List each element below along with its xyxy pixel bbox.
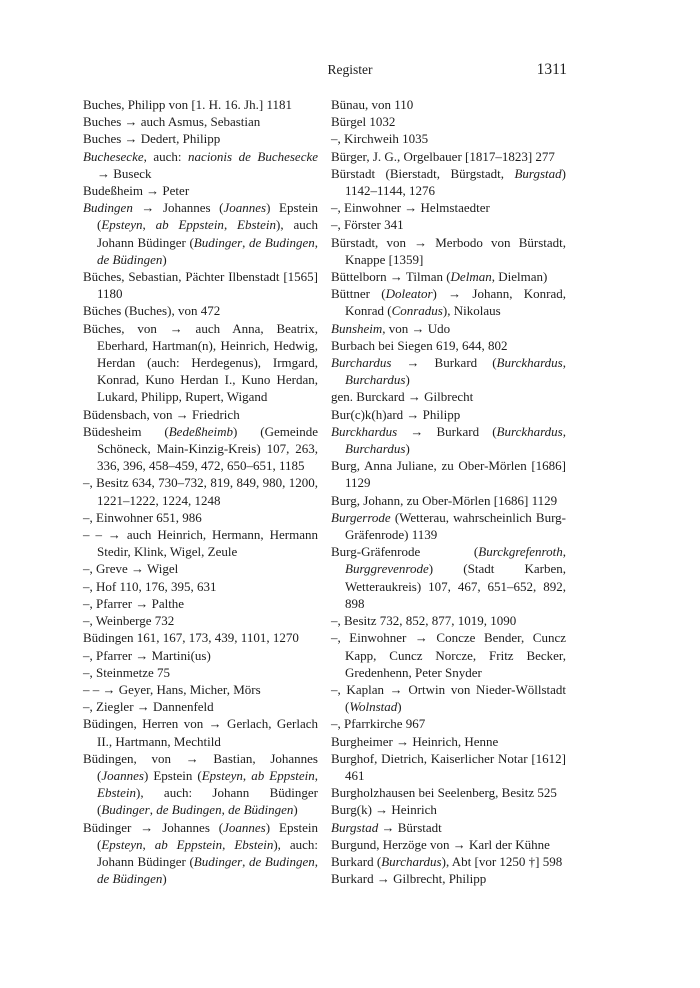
index-entry [331,406,566,423]
index-entry-text: gen. Burckard → Gilbrecht [331,389,474,405]
index-entry-italic-text: Ebstein [237,217,277,233]
index-entry-text: ), Abt [vor 1250 †] 598 [441,853,563,869]
index-entry-italic-text: Doleator [385,286,433,302]
index-entry-text: Büches (Buches), von 472 [83,303,221,319]
index-entry-italic-text: de Budingen [249,234,315,250]
index-entry-text: Burkard ( [331,853,382,869]
index-entry-text: Büttner ( [331,286,386,302]
index-entry-text: ) (Gemeinde Schöneck, Main-Kinzig-Kreis) 107, 263, 336, 396, 458–459, 472, 650–651, 1185 [97,423,318,474]
index-entry-italic-text: Burgerrode [331,509,391,525]
index-entry-text: Büdinger → Johannes ( [83,819,224,835]
index-entry-text: Büches, von → auch Anna, Beatrix, Eberhard, Hartman(n), Heinrich, Hedwig, Herdan (auch: Herdegenus), Irmgard, Konrad, Kuno Herdan I., Kuno Herdan, Lukard, Philipp, Rupert, Wigand [83,320,318,405]
index-entry-italic-text: de Budingen [156,802,222,818]
index-entry-text: , [314,767,319,783]
index-entry-text: ) → Johann, Konrad, Konrad ( [345,286,566,319]
index-entry-text: ) [293,802,298,818]
index-entry-text: ), auch: Johann Büdinger ( [97,836,319,869]
index-entry-text: → Burkard ( [391,355,497,371]
index-entry-text: ) [405,372,410,388]
index-entry-text: Burg(k) → Heinrich [331,802,437,818]
index-entry-italic-text: Ebstein [234,836,274,852]
index-entry-text: –, Einwohner → Helmstaedter [331,200,490,216]
index-entry-text: ), Nikolaus [442,303,501,319]
index-entry-italic-text: Conradus [391,303,443,319]
index-entry [331,148,566,165]
index-column-left [83,96,318,887]
index-entry-italic-text: de Budingen [249,853,315,869]
index-entry-text: –, Steinmetze 75 [83,664,171,680]
index-entry-text: – – → auch Heinrich, Hermann, Hermann Stedir, Klink, Wigel, Zeule [83,527,318,560]
index-entry-text: Burgheimer → Heinrich, Henne [331,733,499,749]
index-entry-text: , [562,355,566,371]
index-entry [83,474,318,508]
index-entry-text: –, Kaplan → Ortwin von Nieder-Wöllstadt ( [331,681,566,715]
index-entry [83,113,318,130]
index-entry-italic-text: Burchardus [345,441,406,457]
index-entry-text: , [562,544,566,560]
index-entry [331,113,566,130]
index-entry-text: Burgund, Herzöge von → Karl der Kühne [331,836,550,852]
index-entry-text: , [242,234,250,250]
index-entry-text: –, Besitz 634, 730–732, 819, 849, 980, 1200, 1221–1222, 1224, 1248 [83,475,318,508]
index-entry-text: ), auch Johann Büdinger ( [97,217,318,250]
index-entry-text: Burkard → Gilbrecht, Philipp [331,871,487,887]
index-entry-text: Büdingen, Herren von → Gerlach, Gerlach II., Hartmann, Mechtild [83,716,318,749]
index-entry-text: Budeßheim → Peter [83,183,190,199]
index-entry-text: –, Pfarrer → Martini(us) [83,647,211,663]
index-entry [83,526,318,560]
index-entry [331,320,566,337]
index-entry-italic-text: Burckhardus [331,423,398,439]
index-entry [331,268,566,285]
index-entry-italic-text: de Büdingen [97,871,163,887]
index-entry-text: –, Besitz 732, 852, 877, 1019, 1090 [331,613,517,629]
index-entry-text: Buches, Philipp von [1. H. 16. Jh.] 1181 [83,97,292,112]
index-entry-text: Büdensbach, von → Friedrich [83,406,240,422]
index-entry-text: –, Einwohner 651, 986 [83,509,202,525]
index-entry-text: Burghof, Dietrich, Kaiserlicher Notar [1612] 461 [331,750,566,783]
index-entry [83,664,318,681]
index-entry-text: ) [397,699,402,715]
index-entry [331,216,566,233]
index-entry [83,560,318,577]
index-entry-text: –, Kirchweih 1035 [331,131,429,147]
index-entry [331,388,566,405]
index-entry [83,182,318,199]
page-number: 1311 [536,61,567,78]
index-entry-text: Büdingen, von → Bastian, Johannes ( [83,750,318,783]
index-entry-italic-text: Joannes [223,819,266,835]
index-entry-text: Bünau, von 110 [331,97,414,112]
index-entry-italic-text: Burggrevenrode [345,561,429,577]
running-title: Register [327,62,373,77]
index-entry [331,733,566,750]
index-entry [331,492,566,509]
index-entry-text: Burg, Anna Juliane, zu Ober-Mörlen [1686] 1129 [331,458,566,491]
index-entry-italic-text: de Büdingen [97,251,163,267]
index-entry-text: , auch: [143,148,189,164]
index-entry-text: , [149,802,157,818]
index-entry [331,870,566,887]
index-entry [331,457,566,491]
index-entry-text: ) [162,871,167,887]
index-entry-text: → Bürstadt [378,819,442,835]
index-entry [83,320,318,406]
index-entry-text: Büdingen 161, 167, 173, 439, 1101, 1270 [83,630,299,646]
index-entry-italic-text: Ebstein [97,785,136,801]
index-entry [331,199,566,216]
index-entry-text: Bürstadt, von → Merbodo von Bürstadt, Knappe [1359] [331,234,566,267]
index-entry-text: –, Pfarrer → Palthe [83,595,185,611]
index-entry [331,509,566,543]
index-entry [83,715,318,749]
index-entry [331,130,566,147]
index-entry [331,801,566,818]
index-entry-text: , [314,853,319,869]
index-entry-italic-text: ab Eppstein [251,767,315,783]
index-entry [83,647,318,664]
index-entry-text: ) Epstein ( [97,819,318,852]
index-entry [331,165,566,199]
index-entry-text: Büches, Sebastian, Pächter Ilbenstadt [1565] 1180 [83,269,318,302]
index-entry-italic-text: Epsteyn [101,836,143,852]
index-entry-text: (Wetterau, wahrscheinlich Burg-Gräfenrode) 1139 [345,509,566,543]
index-entry [83,612,318,629]
index-entry [83,629,318,646]
index-entry-text: ) [162,251,167,267]
index-entry-text: Burgholzhausen bei Seelenberg, Besitz 525 [331,785,557,801]
index-entry-text: Burg-Gräfenrode ( [331,544,479,560]
index-entry-italic-text: ab Eppstein [155,217,224,233]
index-entry [83,406,318,423]
index-entry-italic-text: de Büdingen [228,802,294,818]
index-entry [83,578,318,595]
index-entry [331,612,566,629]
index-entry [83,423,318,475]
index-entry-italic-text: Joannes [101,767,144,783]
index-entry-text: , [562,423,566,439]
index-entry-text: , [221,802,229,818]
index-entry-text: –, Förster 341 [331,217,404,233]
index-entry-italic-text: Burchardus [381,853,442,869]
index-entry-text: –, Greve → Wigel [83,561,179,577]
index-entry [83,130,318,147]
index-entry-text: –, Weinberge 732 [83,613,175,629]
index-entry-text: Burg, Johann, zu Ober-Mörlen [1686] 1129 [331,492,558,508]
index-entry-text: –, Pfarrkirche 967 [331,716,426,732]
index-entry-text: , von → Udo [382,320,451,336]
index-entry-italic-text: Buchesecke [83,148,144,164]
index-entry-text: – – → Geyer, Hans, Micher, Mörs [83,681,261,697]
index-entry-text: , [142,217,156,233]
index-entry-text: , Dielman) [491,269,548,285]
index-entry [331,836,566,853]
index-entry [331,96,566,113]
index-entry-text: , [223,217,238,233]
index-entry [83,148,318,182]
index-entry-text: ), auch: Johann Büdinger ( [97,785,318,818]
index-entry-text: Büttelborn → Tilman ( [331,269,451,285]
index-entry [331,784,566,801]
index-entry [83,302,318,319]
index-entry-italic-text: Bunsheim [331,320,383,336]
index-entry [331,681,566,715]
index-entry-text: → Buseck [97,165,152,181]
index-entry [83,819,318,888]
index-entry-text: Burbach bei Siegen 619, 644, 802 [331,337,508,353]
index-entry [331,423,566,457]
index-entry-text: ) (Stadt Karben, Wetteraukreis) 107, 467, 651–652, 892, 898 [345,561,566,611]
index-entry-text: ) Epstein ( [143,767,202,783]
index-entry [331,337,566,354]
index-entry [331,354,566,388]
index-entry-text: –, Hof 110, 176, 395, 631 [83,578,217,594]
index-entry-italic-text: Epsteyn [101,217,143,233]
index-entry-text: ) 1142–1144, 1276 [345,165,566,199]
index-entry-italic-text: Burckhardus [496,423,563,439]
index-entry-text: , [242,767,252,783]
index-entry [83,595,318,612]
index-entry [83,681,318,698]
index-entry-text: , [242,853,250,869]
index-entry [83,96,318,113]
index-entry-italic-text: Burgstad [331,819,379,835]
index-entry-text: Buches → auch Asmus, Sebastian [83,114,261,130]
index-entry-italic-text: Budinger [193,234,243,250]
index-entry [83,199,318,268]
index-entry-italic-text: Burgstad [514,165,562,181]
index-entry [331,715,566,732]
index-entry-italic-text: Budinger [101,802,150,818]
index-entry-italic-text: Burckgrefenroth [478,544,563,560]
index-column-right [331,96,566,887]
index-entry-text: –, Ziegler → Dannenfeld [83,699,214,715]
index-entry-italic-text: Burchardus [345,372,406,388]
index-entry [331,853,566,870]
index-entry-italic-text: Delman [450,269,492,285]
index-entry [83,750,318,819]
index-entry [331,543,566,612]
index-entry [83,509,318,526]
index-entry [331,819,566,836]
index-entry-text: → Burkard ( [397,423,497,439]
index-entry [83,698,318,715]
index-entry-italic-text: Epsteyn [201,767,243,783]
index-entry-italic-text: Bedeßheimb [168,423,233,439]
index-entry-italic-text: Burckhardus [496,355,563,371]
index-entry [83,268,318,302]
index-entry-text: → Johannes ( [132,200,224,216]
index-entry-text: Büdesheim ( [83,423,169,439]
index-entry-italic-text: Budingen [83,200,133,216]
index-entry-italic-text: Joannes [223,200,267,216]
index-entry [331,629,566,681]
index-entry-text: Bur(c)k(h)ard → Philipp [331,406,461,422]
index-entry [331,234,566,268]
index-entry-italic-text: ab Eppstein [154,836,223,852]
index-entry-text: Bürger, J. G., Orgelbauer [1817–1823] 277 [331,148,555,164]
index-entry-text: Buches → Dedert, Philipp [83,131,221,147]
index-entry-text: , [142,836,155,852]
index-entry [331,285,566,319]
index-entry [331,750,566,784]
index-entry-text: –, Einwohner → Concze Bender, Cuncz Kapp, Cuncz Norcze, Fritz Becker, Gredenhenn, Peter Snyder [331,630,566,680]
index-entry-italic-text: Budinger [193,853,243,869]
index-entry-text: Bürgel 1032 [331,114,396,130]
index-entry-italic-text: Burchardus [331,355,392,371]
index-entry-text: ) [405,441,410,457]
index-entry-text: Bürstadt (Bierstadt, Bürgstadt, [331,165,515,181]
index-entry-italic-text: Wolnstad [349,699,398,715]
index-entry-text: ) Epstein ( [97,200,318,233]
index-entry-italic-text: nacionis de Buchesecke [188,148,318,164]
index-entry-text: , [222,836,235,852]
index-entry-text: , [314,234,319,250]
